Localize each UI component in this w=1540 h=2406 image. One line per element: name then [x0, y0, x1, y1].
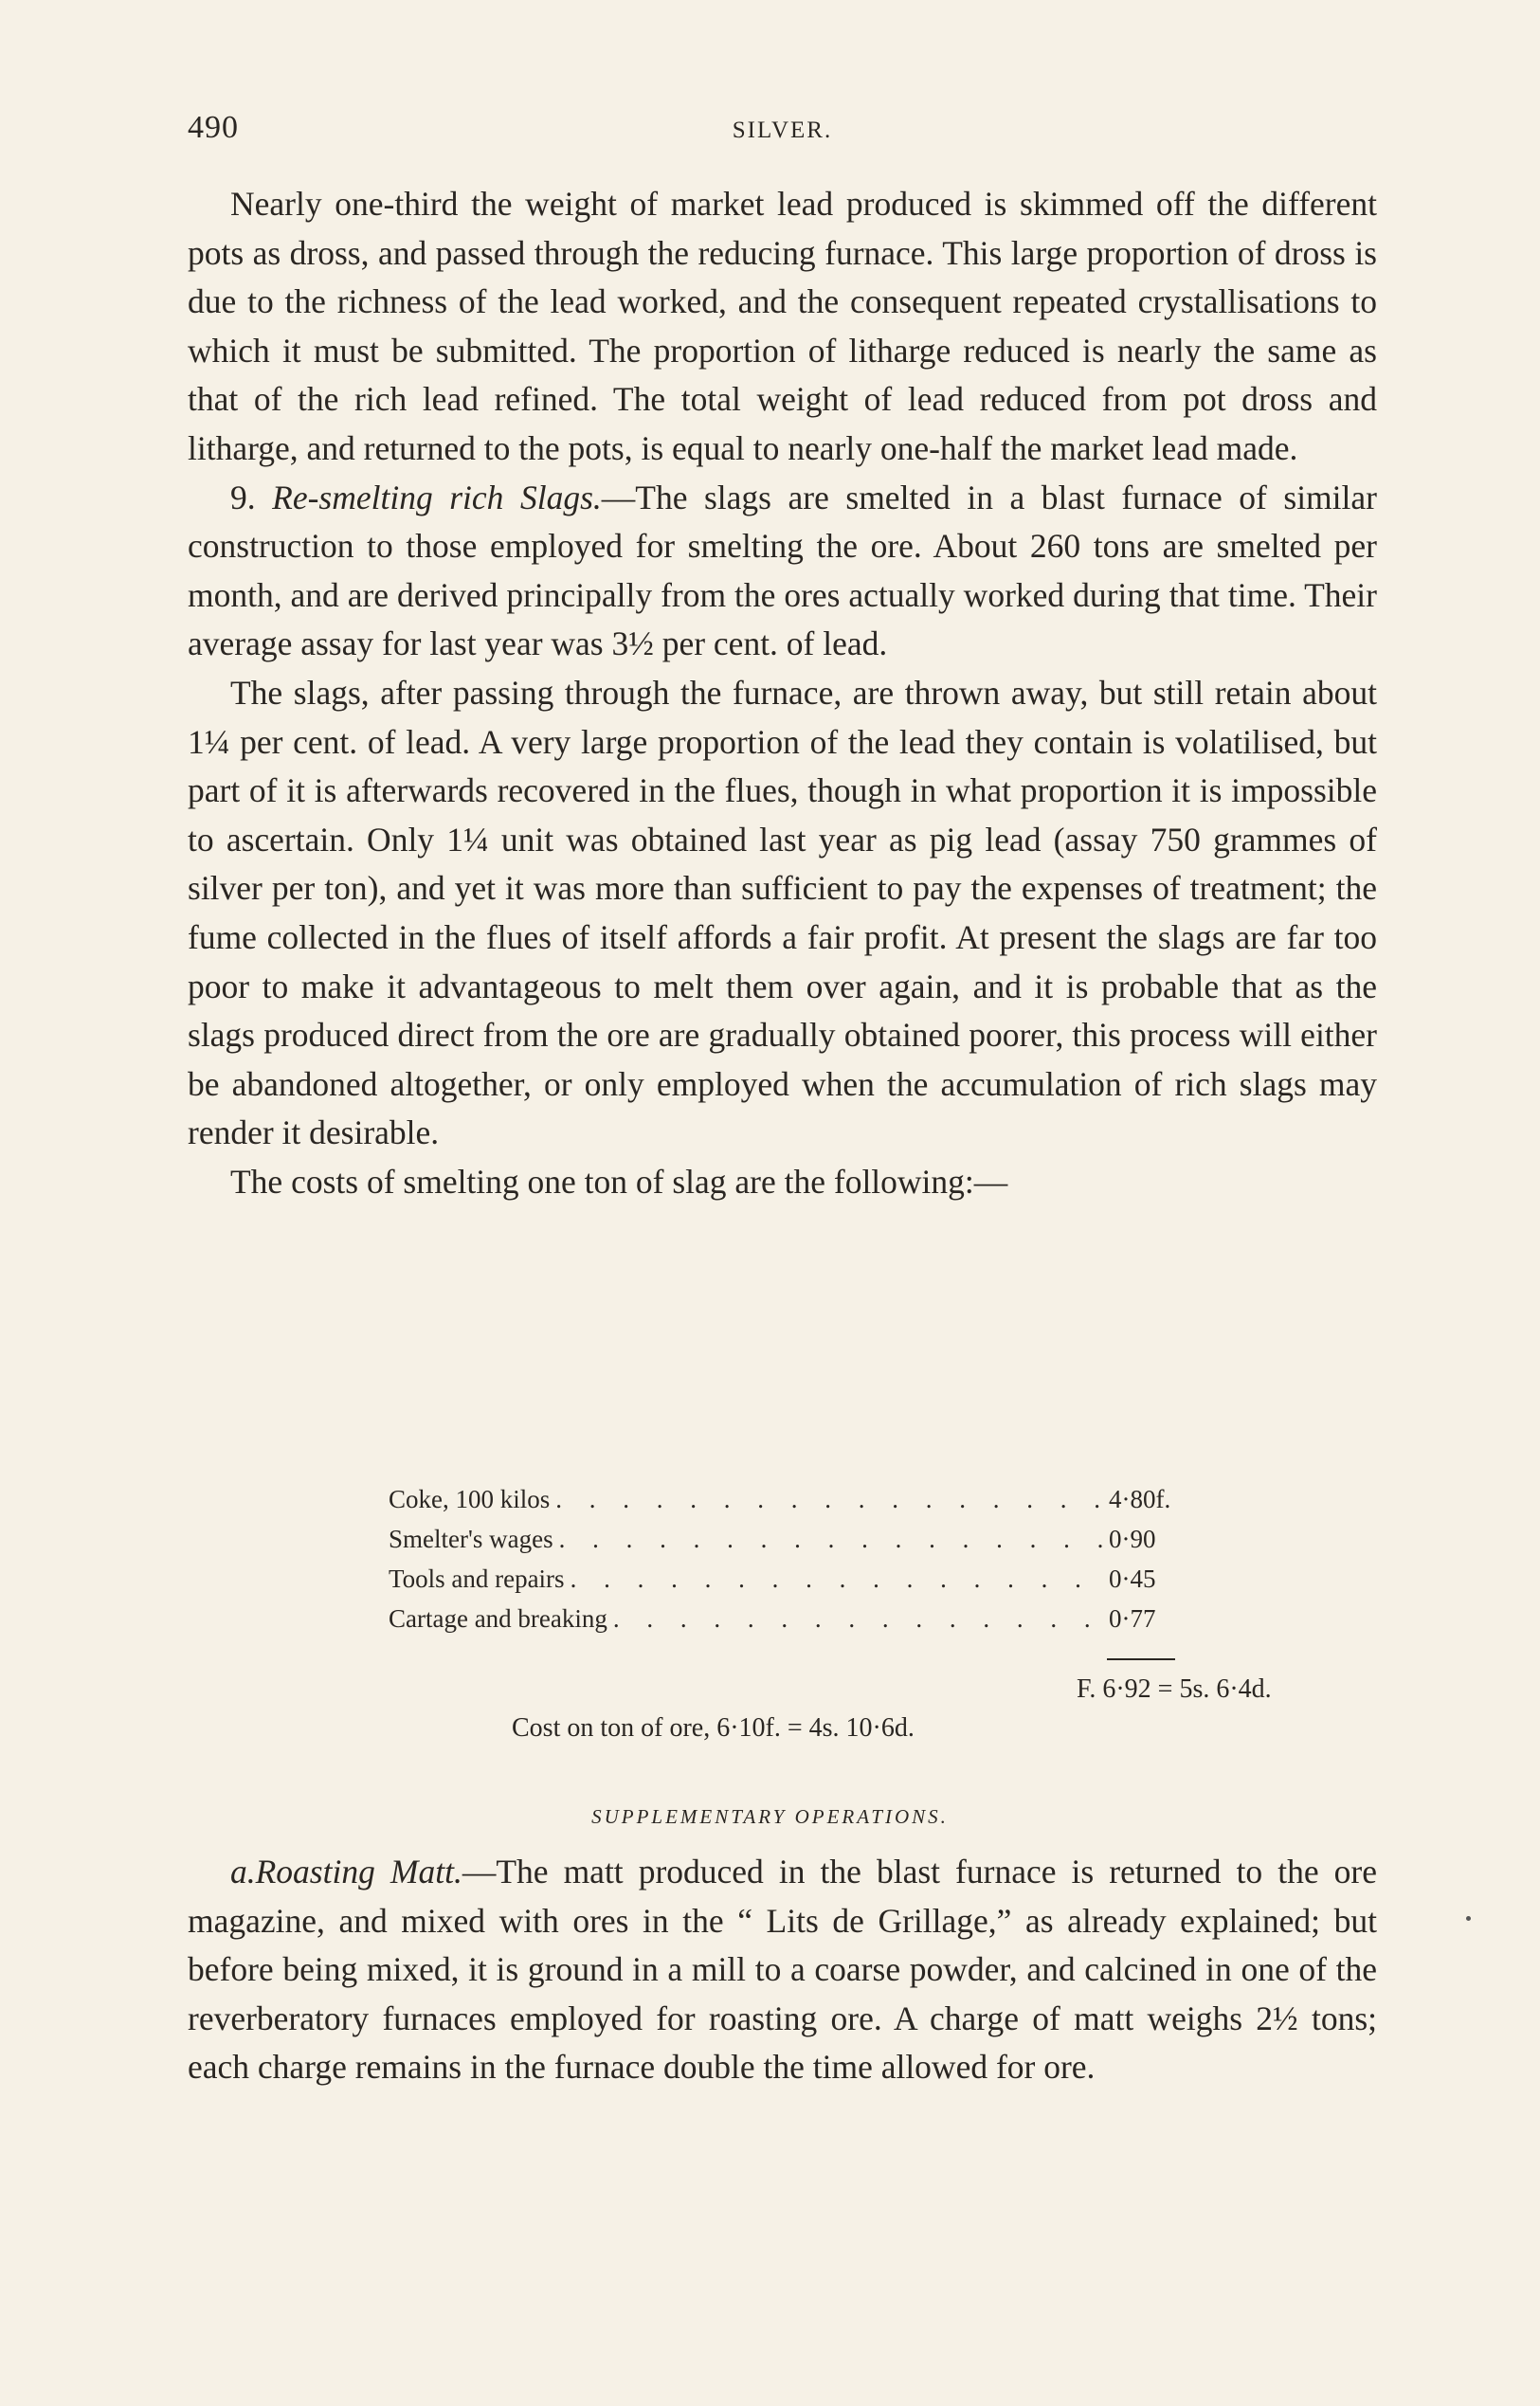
paragraph-roasting-matt	[188, 1848, 1377, 2092]
cost-value: 0·77	[1109, 1604, 1156, 1633]
paragraph-number: a.	[230, 1853, 256, 1890]
dot-leader	[553, 1525, 1109, 1554]
paragraph-text: —The matt produced in the blast furnace is returned to the ore magazine, and mixed with ores in the “ Lits de Grillage,” as already explained; but before being mixed, it is ground in a mill to a coarse powder, and calcined in one of the reverberatory furnaces employed for roasting ore. A charge of matt weighs 2½ tons; each charge remains in the furnace double the time allowed for ore.	[188, 1853, 1377, 2087]
cost-row	[389, 1525, 1175, 1565]
paragraph-heading: Re-smelting rich Slags.	[272, 478, 602, 516]
cost-label: Tools and repairs	[389, 1565, 565, 1593]
section-title: SUPPLEMENTARY OPERATIONS.	[591, 1805, 949, 1828]
paragraph-number: 9.	[230, 478, 256, 516]
paragraph-dross: Nearly one-third the weight of market lead produced is skimmed off the different pots as dross, and passed through the reducing furnace. This large proportion of dross is due to the richness of the lead worked, and the consequent repeated crystallisations to which it must be submitted. The proportion of litharge reduced is nearly the same as that of the rich lead refined. The total weight of lead reduced from pot dross and litharge, and returned to the pots, is equal to nearly one-half the market lead made.	[188, 185, 1377, 467]
cost-value: 0·45	[1109, 1565, 1156, 1593]
cost-value: 0·90	[1109, 1525, 1156, 1553]
section-text	[188, 1848, 1377, 2092]
paragraph-heading: Roasting Matt.	[255, 1853, 462, 1890]
paragraph-slags: The slags, after passing through the furnace, are thrown away, but still retain about 1¼ per cent. of lead. A very large proportion of the lead they contain is volatilised, but part of it is afterwards recovered in the flues, though in what proportion it is impossible to ascertain. Only 1¼ unit was obtained last year as pig lead (assay 750 grammes of silver per ton), and yet it was more than sufficient to pay the expenses of treatment; the fume collected in the flues of itself affords a fair profit. At present the slags are far too poor to make it advantageous to melt them over again, and it is probable that as the slags produced direct from the ore are gradually obtained poorer, this process will either be abandoned altogether, or only employed when the accumulation of rich slags may render it desirable.	[188, 673, 1377, 1152]
dot-leader	[565, 1565, 1109, 1594]
cost-total: F. 6·92 = 5s. 6·4d.	[1077, 1674, 1272, 1704]
cost-table	[389, 1485, 1175, 1644]
paragraph-text: —The slags are smelted in a blast furnace of similar construction to those employed for smelting the ore. About 260 tons are smelted per month, and are derived principally from the ores actually worked during that time. Their average assay for last year was 3½ per cent. of lead.	[188, 478, 1377, 663]
cost-label: Smelter's wages	[389, 1525, 553, 1553]
cost-label: Coke, 100 kilos	[389, 1485, 551, 1513]
dot-leader	[550, 1485, 1109, 1514]
page-header	[188, 110, 1377, 157]
sum-rule	[1107, 1658, 1175, 1660]
page-number: 490	[188, 110, 239, 145]
cost-label: Cartage and breaking	[389, 1604, 607, 1633]
paragraph-resmelting	[188, 474, 1377, 669]
cost-value: 4·80f.	[1109, 1485, 1171, 1513]
cost-row	[389, 1485, 1175, 1525]
cost-row	[389, 1604, 1175, 1644]
cost-row	[389, 1565, 1175, 1604]
paragraph-costs-intro: The costs of smelting one ton of slag are the following:—	[230, 1162, 1008, 1201]
margin-mark	[1466, 1916, 1471, 1921]
running-head: SILVER.	[732, 118, 833, 143]
ore-cost: Cost on ton of ore, 6·10f. = 4s. 10·6d.	[512, 1713, 915, 1743]
main-text	[188, 180, 1377, 1206]
dot-leader	[607, 1604, 1109, 1634]
